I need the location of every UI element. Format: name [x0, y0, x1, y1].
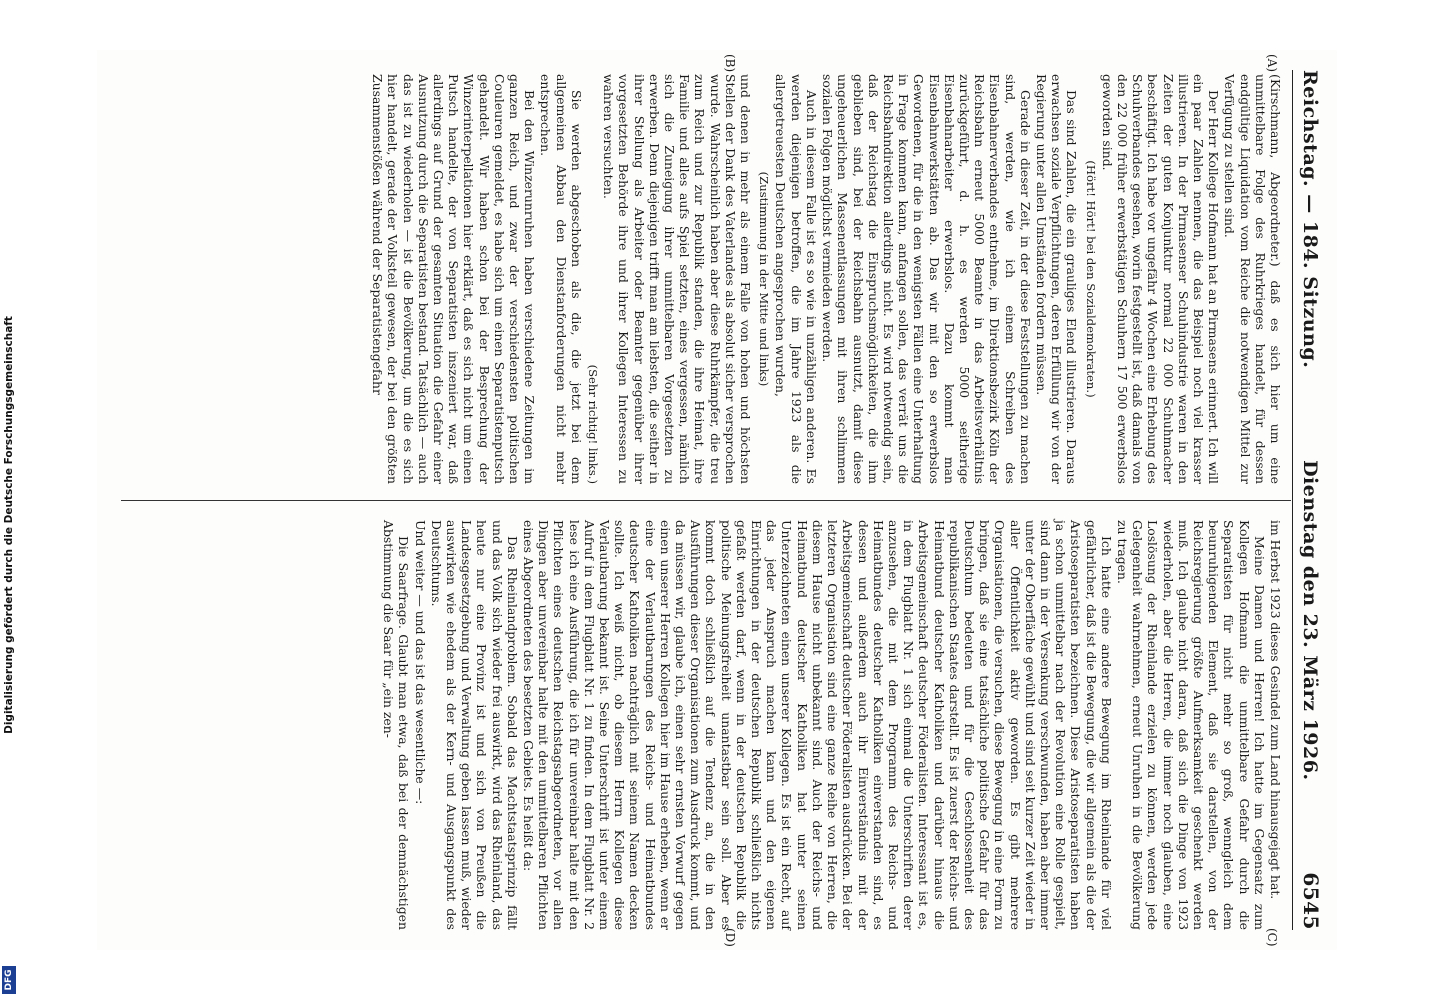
paragraph: Ich hatte eine andere Bewegung im Rheinlande für viel gefährlicher, daß ist die Bewegung, die wir allgemein als die der Aristoseparatisten bezeichnen. Diese Aristoseparatisten haben ja schon unmittelbar nach der Revolution eine Rolle gespielt, sind dann in der Versenkung verschwunden, haben aber immer unter der Oberfläche gewühlt und sind seit kurzer Zeit wieder in aller Öffentlichkeit aktiv geworden. Es gibt mehrere Organisationen, die versuchen, diese Bewegung in eine Form zu bringen, daß sie eine tatsächliche politische Gefahr für das Deutschtum bedeuten und für die Geschlossenheit des republikanischen Staates darstellt. Es ist zuerst der Reichs- und Heimatbund deutscher Katholiken und darüber hinaus die Arbeitsgemeinschaft deutscher Föderalisten. Interessant ist es, in dem Flugblatt Nr. 1 sich einmal die Unterschriften derer anzusehen, die mit dem Programm des Reichs- und Heimatbundes deutscher Katholiken einverstanden sind, es dessen und außerdem auch ihr Einverständnis mit der Arbeitsgemeinschaft deutscher Föderalisten ausdrücken. Bei der letzteren Organisation sind eine ganze Reihe von Herren, die diesem Hause nicht unbekannt sind. Auch der Reichs- und Heimatbund deutscher Katholiken hat unter seinen Unterzeichneten einen unserer Kollegen. Es ist ein Recht, auf das jeder Anspruch machen kann und den eigenen Einrichtungen in der deutschen Republik schließlich nichts gefaßt werden darf, wenn in der deutschen Republik die politische Meinungsfreiheit unantastbar sein soll. Aber es kommt doch schließlich auf die Tendenz an, die in den Ausführungen dieser Organisationen zum Ausdruck kommt, und da müssen wir, glaube ich, einen sehr ernsten Vorwurf gegen einen unserer Herren Kollegen hier im Hause erheben, wenn er eine der Verlautbarungen des Reichs- und Heimatbundes deutscher Katholiken nachträglich mit seinem Namen decken sollte. Ich weiß nicht, ob diesem Herrn Kollegen diese Verlautbarung bekannt ist. Seine Unterschrift ist unter einem Aufruf in dem Flugblatt Nr. 1 zu finden. In dem Flugblatt Nr. 2 lese ich eine Ausführung, die ich für unvereinbar halte mit den Pflichten eines deutschen Reichstagsabgeordneten, vor allen Dingen aber unvereinbar halte mit den unmittelbaren Pflichten eines Abgeordneten des besetzten Gebiets. Es heißt da:	[521, 520, 1114, 930]
paragraph: Das sind Zahlen, die ein grauliges Elend illustrieren. Daraus erwachsen soziale Verpflichtungen, deren Erfüllung wir von der Regierung unter allen Umständen fordern müssen.	[1033, 74, 1080, 484]
interjection: (Sehr richtig! links.)	[586, 364, 601, 484]
header-rule	[1292, 70, 1293, 930]
interjection: (Zustimmung in der Mitte und links)	[757, 171, 772, 387]
column-divider	[121, 500, 1291, 501]
paragraph: und denen in mehr als einem Falle von hohen und höchsten Stellen der Dank des Vaterlandes als absolut sicher versprochen wurde. Wahrscheinlich haben aber diese Ruhrkämpfer, die treu zum Reich und zur Republik standen, die ihre Heimat, ihre Familie und alles aufs Spiel setzten, eines vergessen, nämlich sich die Zuneigung ihrer unmittelbaren Vorgesetzten zu erwerben. Denn diejenigen trifft man am liebsten, die seither in ihrer Stellung als Arbeiter oder Beamter gegenüber ihrer vorgesetzten Behörde ihre und ihrer Kollegen Interessen zu wahren versuchten.	[601, 74, 754, 484]
marker-a: (A)	[1265, 54, 1279, 73]
credit-text: Digitalisierung gefördert durch die Deutsche Forschungsgemeinschaft	[3, 316, 15, 734]
quotation: Das Rheinlandproblem. Sobald das Machtstaatsprinzip fällt und das Volk sich wieder frei auswirkt, wird das Rheinland, das heute nur eine Provinz ist und sich von Preußen die Landesgesetzgebung und Verwaltung geben lassen muß, wieder auswirken wie ehedem als der Kern- und Ausgangspunkt des Deutschtums.	[428, 520, 520, 930]
right-column	[380, 520, 1283, 930]
header-left: Reichstag. — 184. Sitzung.	[1299, 70, 1321, 369]
interjection: (Hört! Hört! bei den Sozialdemokraten.)	[1083, 160, 1098, 398]
paragraph: Sie werden abgeschoben als die, die jetzt bei dem allgemeinen Abbau den Dienstanforderungen nicht mehr entsprechen.	[538, 74, 584, 484]
dfg-logo-icon	[2, 966, 16, 994]
digitization-credit	[2, 60, 16, 990]
page-number: 6545	[1299, 872, 1323, 930]
page-header	[1297, 70, 1323, 930]
paragraph: Meine Damen und Herren! Ich hatte im Gegensatz zum Kollegen Hofmann die unmittelbare Gefahr durch die Separatisten für nicht mehr so groß, wenngleich dem beunruhigenden Element, daß sie darstellen, von der Reichsregierung größte Aufmerksamkeit geschenkt werden muß. Ich glaube nicht daran, daß sich die Dinge von 1923 wiederholen, aber die Herren, die immer noch glauben, eine Loslösung der Rheinlande erzielen zu können, werden jede Gelegenheit wahrnehmen, erneut Unruhen in die Bevölkerung zu tragen.	[1114, 520, 1267, 930]
paragraph: Gerade in dieser Zeit, in der diese Feststellungen zu machen sind, werden, wie ich einem Schreiben des Eisenbahnerverbandes entnehme, im Direktionsbezirk Köln der Reichsbahn erneut 5000 Beamte in das Arbeitsverhältnis zurückgeführt, d. h. es werden 5000 seitherige Eisenbahnarbeiter erwerbslos. Dazu kommt man Eisenbahnwerkstätten ab. Das wir mit den so erwerbslos Gewordenen, für die in den wenigsten Fällen eine Unterhaltung in Frage kommen kann, anfangen sollen, das verrät uns die Reichsbahndirektion allerdings nicht. Es wird notwendig sein, daß der Reichstag die Einspruchsmöglichkeiten, die ihm geblieben sind, bei der Reichsbahn ausnutzt, damit diese ungeheuerlichen Massenentlassungen mit ihren schlimmen sozialen Folgen möglichst vermieden werden.	[820, 74, 1033, 484]
paragraph: (Kirschmann, Abgeordneter.) daß es sich hier um eine unmittelbare Folge des Ruhrkrieges handelt, für dessen endgültige Liquidation vom Reiche die notwendigen Mittel zur Verfügung zu stellen sind.	[1222, 74, 1283, 484]
document-page	[97, 50, 1337, 950]
left-column	[369, 74, 1283, 484]
paragraph: Auch in diesem Falle ist es so wie in unzähligen anderen. Es werden diejenigen betroffen, die im Jahre 1923 als die allergetreuesten Deutschen angesprochen wurden,	[773, 74, 819, 484]
marker-b: (B)	[723, 54, 737, 73]
paragraph: Und weiter — und das ist das wesentliche —:	[412, 520, 428, 805]
marker-c: (C)	[1265, 928, 1279, 947]
marker-d: (D)	[723, 928, 737, 947]
header-date: Dienstag den 23. März 1926.	[1299, 460, 1321, 781]
paragraph: Der Herr Kollege Hofmann hat an Pirmasens erinnert. Ich will ein paar Zahlen nennen, die das Beispiel noch viel krasser illustrieren. In der Pirmasenser Schuhindustrie waren in den Zeiten der guten Konjunktur normal 22 000 Schuhmacher beschäftigt. Ich habe vor ungefähr 4 Wochen eine Erhebung des Schuhverbandes gesehen, worin festgestellt ist, daß damals von den 22 000 früher erwerbstätigen Schuhern 17 500 erwerbslos geworden sind.	[1099, 74, 1222, 484]
quotation: Die Saarfrage. Glaubt man etwa, daß bei der demnächstigen Abstimmung die Saar für „ein zen-	[381, 520, 412, 930]
logo-text: DFG	[4, 969, 14, 991]
paragraph: im Herbst 1923 dieses Gesindel zum Land hinausgejagt hat.	[1268, 520, 1283, 900]
paragraph: Bei den Winzerunruhen haben verschiedene Zeitungen im ganzen Reich, und zwar der verschiedensten politischen Couleuren gemeldet, es habe sich um einen Separatistenputsch gehandelt. Wir haben schon bei der Besprechung der Winzerinterpellationen hier erklärt, daß es sich nicht um einen Putsch handelte, der von Separatisten inszeniert war, daß allerdings auf Grund der gesamten Situation die Gefahr einer Ausnutzung durch die Separatisten bestand. Tatsächlich — auch das ist zu wiederholen — ist die Bevölkerung, um die es sich hier handelt, gerade der Volksteil gewesen, der bei den größten Zusammenstößen während der Separatistengefahr	[370, 74, 538, 484]
